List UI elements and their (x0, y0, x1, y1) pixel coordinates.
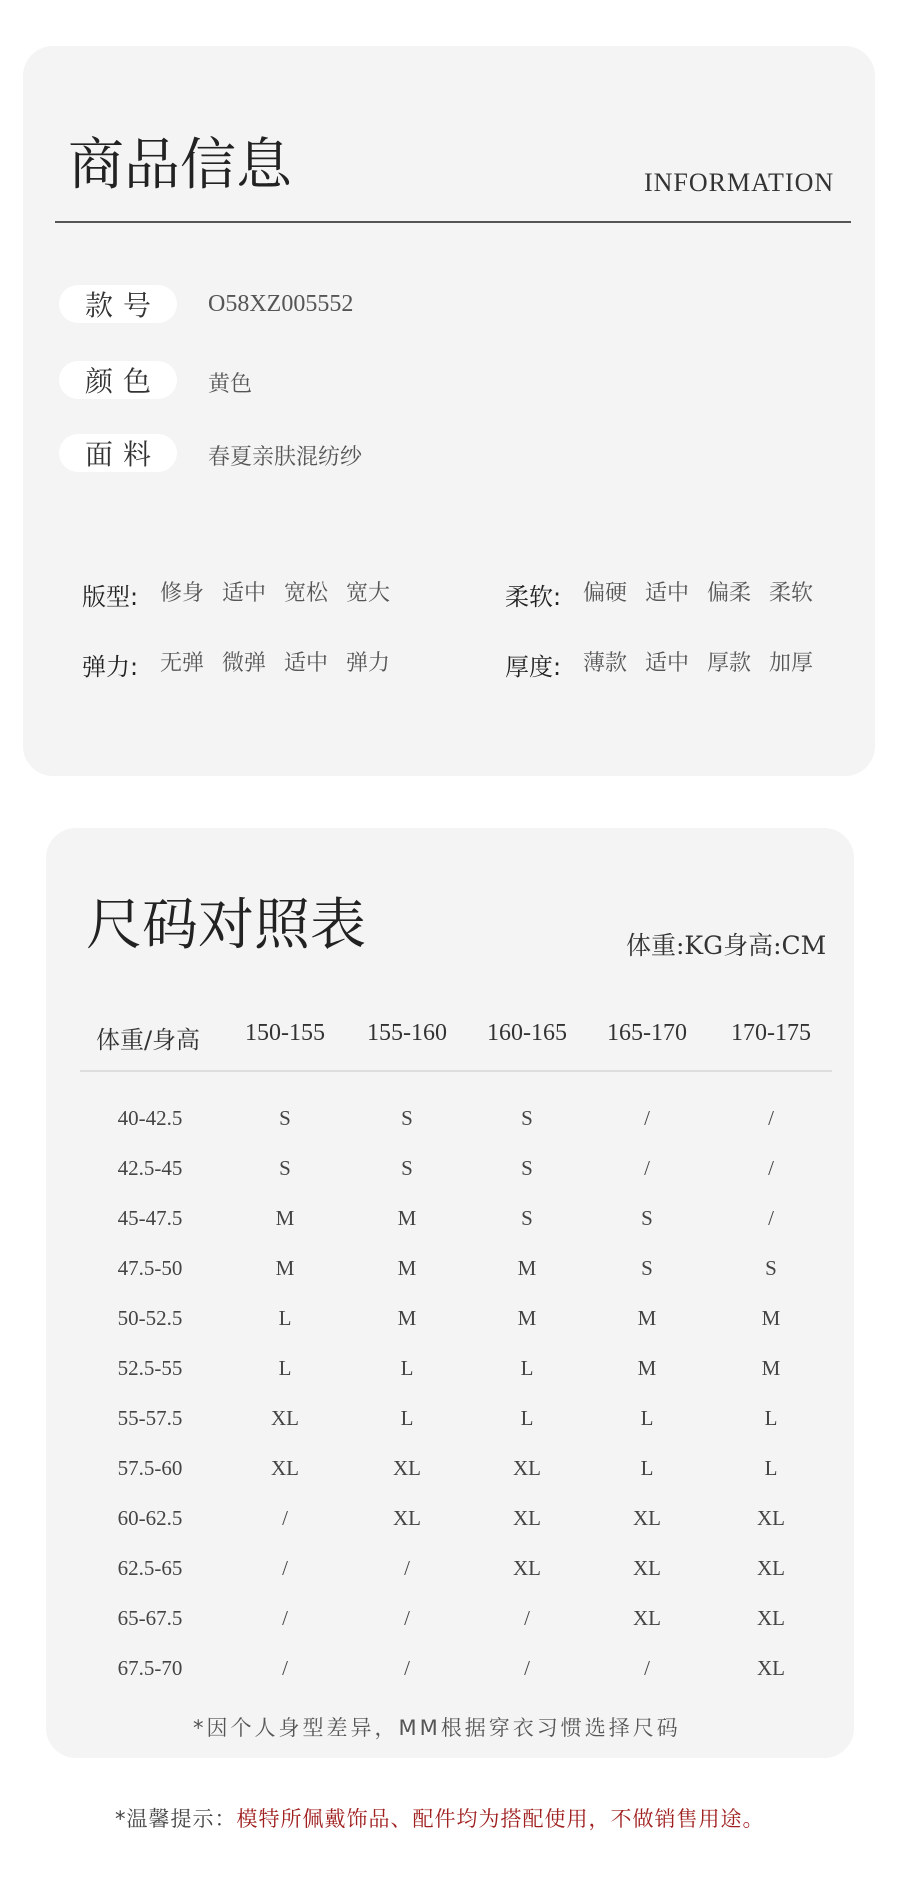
size-cell: XL (513, 1506, 541, 1530)
size-cell: S (521, 1156, 533, 1180)
weight-cell: 55-57.5 (117, 1406, 183, 1430)
weight-cell: 40-42.5 (117, 1106, 183, 1130)
color-label: 颜色 (59, 361, 177, 399)
footer-tip-prefix: *温馨提示： (115, 1807, 237, 1831)
weight-cell: 60-62.5 (117, 1506, 183, 1530)
thickness-option-1: 薄款 (582, 651, 627, 676)
size-cell: S (521, 1206, 533, 1230)
size-cell: S (641, 1256, 653, 1280)
footer-tip-message: 模特所佩戴饰品、配件均为搭配使用，不做销售用途。 (236, 1807, 765, 1831)
size-cell: / (282, 1556, 288, 1580)
size-cell: XL (757, 1506, 785, 1530)
weight-cell: 65-67.5 (117, 1606, 183, 1630)
size-cell: M (517, 1256, 537, 1280)
size-cell: / (524, 1606, 530, 1630)
size-cell: S (279, 1156, 291, 1180)
height-header-4: 165-170 (607, 1020, 687, 1046)
size-cell: / (768, 1106, 774, 1130)
size-cell: S (401, 1106, 413, 1130)
info-divider (55, 221, 851, 223)
style-number-value: O58XZ005552 (208, 291, 354, 317)
size-cell: M (397, 1256, 417, 1280)
weight-cell: 45-47.5 (117, 1206, 183, 1230)
size-cell: / (282, 1606, 288, 1630)
size-cell: / (404, 1556, 410, 1580)
weight-cell: 62.5-65 (117, 1556, 183, 1580)
table-header-divider (80, 1070, 832, 1072)
size-cell: S (401, 1156, 413, 1180)
size-cell: L (640, 1456, 654, 1480)
softness-option-2: 适中 (644, 581, 689, 606)
info-title: 商品信息 (68, 133, 292, 198)
size-cell: XL (393, 1456, 421, 1480)
size-cell: / (282, 1656, 288, 1680)
size-cell: M (761, 1356, 781, 1380)
size-cell: L (278, 1356, 292, 1380)
height-header-3: 160-165 (487, 1020, 567, 1046)
size-cell: XL (757, 1656, 785, 1680)
fabric-label: 面料 (59, 434, 177, 472)
size-cell: L (400, 1406, 414, 1430)
elasticity-option-4: 弹力 (345, 651, 390, 676)
size-cell: XL (757, 1606, 785, 1630)
height-header-1: 150-155 (245, 1020, 325, 1046)
color-value: 黄色 (208, 372, 253, 397)
thickness-label: 厚度: (505, 653, 562, 681)
style-number-label: 款号 (59, 285, 177, 323)
size-cell: L (520, 1356, 534, 1380)
size-cell: M (397, 1206, 417, 1230)
corner-header: 体重/身高 (95, 1026, 201, 1054)
size-cell: XL (513, 1556, 541, 1580)
elasticity-label: 弹力: (82, 653, 139, 681)
size-cell: / (644, 1156, 650, 1180)
weight-cell: 50-52.5 (117, 1306, 183, 1330)
weight-cell: 57.5-60 (117, 1456, 183, 1480)
size-cell: M (637, 1356, 657, 1380)
weight-cell: 42.5-45 (117, 1156, 183, 1180)
size-cell: L (764, 1456, 778, 1480)
size-cell: / (768, 1156, 774, 1180)
size-cell: XL (633, 1556, 661, 1580)
fit-option-1: 修身 (159, 581, 204, 606)
elasticity-option-3-selected: 适中 (276, 642, 336, 686)
fit-option-4: 宽大 (345, 581, 390, 606)
size-cell: M (761, 1306, 781, 1330)
size-cell: M (637, 1306, 657, 1330)
size-cell: M (275, 1206, 295, 1230)
size-cell: L (520, 1406, 534, 1430)
info-title-en: INFORMATION (644, 168, 835, 197)
size-cell: L (278, 1306, 292, 1330)
size-cell: M (397, 1306, 417, 1330)
weight-cell: 47.5-50 (117, 1256, 183, 1280)
footer-tip (115, 1803, 765, 1833)
size-cell: S (641, 1206, 653, 1230)
size-cell: L (400, 1356, 414, 1380)
size-cell: XL (393, 1506, 421, 1530)
softness-option-1: 偏硬 (582, 581, 627, 606)
softness-option-3: 偏柔 (706, 581, 751, 606)
size-cell: XL (271, 1456, 299, 1480)
size-cell: XL (633, 1606, 661, 1630)
size-cell: S (765, 1256, 777, 1280)
thickness-option-2-selected: 适中 (637, 642, 697, 686)
height-header-5: 170-175 (731, 1020, 811, 1046)
size-cell: L (640, 1406, 654, 1430)
fit-label: 版型: (82, 583, 139, 611)
size-cell: M (517, 1306, 537, 1330)
size-cell: / (524, 1656, 530, 1680)
thickness-option-4: 加厚 (768, 651, 813, 676)
thickness-option-3: 厚款 (706, 651, 751, 676)
size-cell: / (404, 1656, 410, 1680)
fabric-value: 春夏亲肤混纺纱 (208, 445, 363, 470)
size-cell: M (275, 1256, 295, 1280)
size-chart-title: 尺码对照表 (86, 893, 366, 958)
softness-option-4-selected: 柔软 (761, 572, 821, 616)
size-cell: / (768, 1206, 774, 1230)
size-cell: S (279, 1106, 291, 1130)
size-cell: / (282, 1506, 288, 1530)
size-cell: XL (633, 1506, 661, 1530)
size-cell: S (521, 1106, 533, 1130)
size-cell: L (764, 1406, 778, 1430)
size-chart-units: 体重:KG身高:CM (626, 931, 827, 960)
weight-cell: 52.5-55 (117, 1356, 183, 1380)
size-cell: / (404, 1606, 410, 1630)
softness-label: 柔软: (505, 583, 562, 611)
size-cell: XL (271, 1406, 299, 1430)
fit-option-3: 宽松 (283, 581, 328, 606)
size-cell: XL (513, 1456, 541, 1480)
elasticity-option-2: 微弹 (221, 651, 266, 676)
size-note: *因个人身型差异，MM根据穿衣习惯选择尺码 (193, 1716, 681, 1740)
height-header-2: 155-160 (367, 1020, 447, 1046)
size-cell: / (644, 1656, 650, 1680)
fit-option-2-selected: 适中 (214, 572, 274, 616)
weight-cell: 67.5-70 (117, 1656, 183, 1680)
size-cell: XL (757, 1556, 785, 1580)
elasticity-option-1: 无弹 (159, 651, 204, 676)
size-cell: / (644, 1106, 650, 1130)
